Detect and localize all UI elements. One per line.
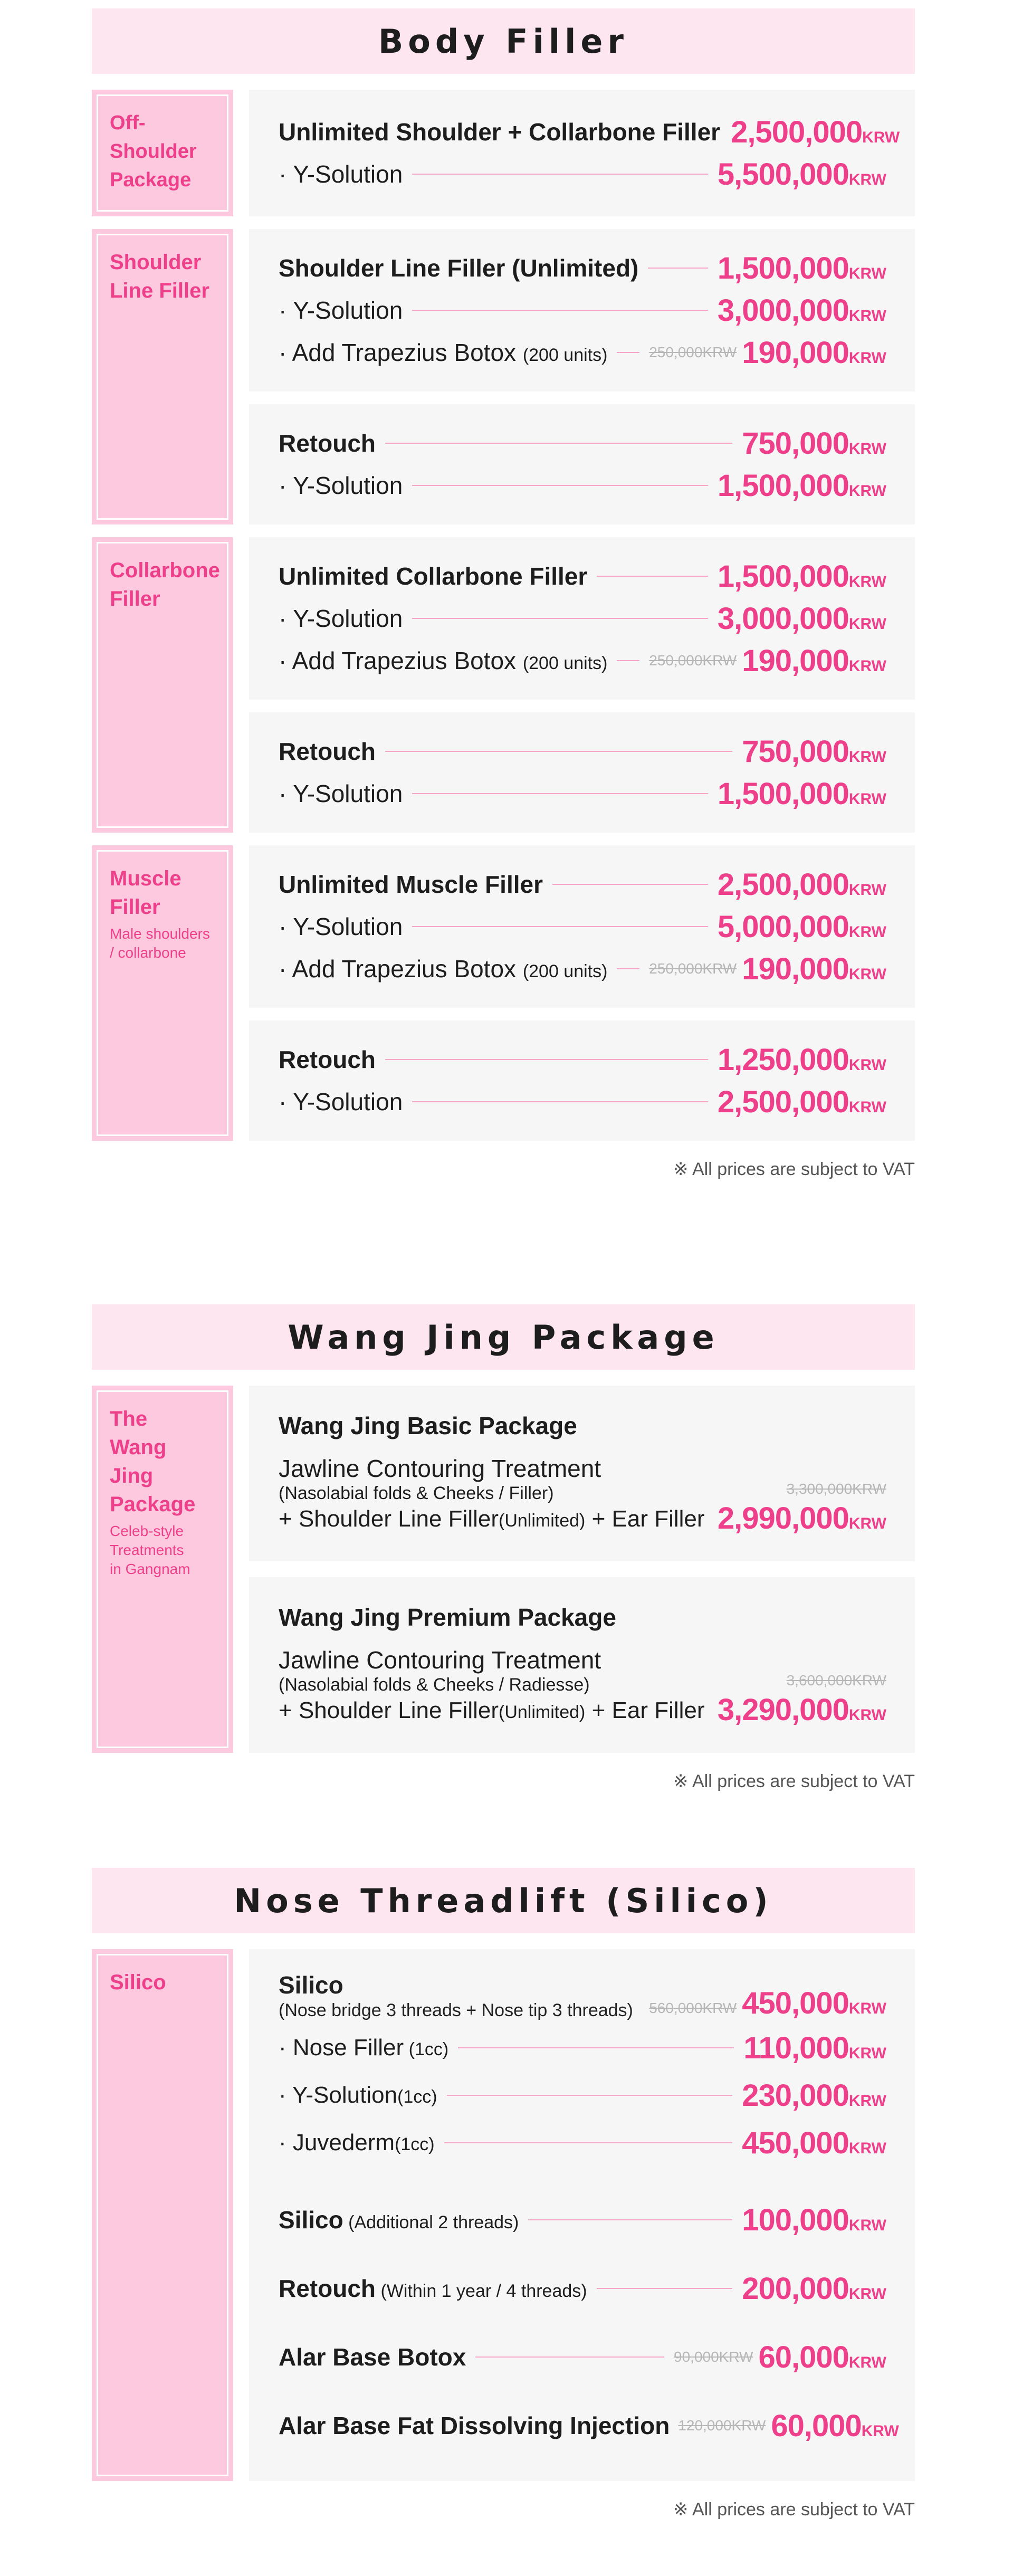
price: 2,500,000KRW [717, 1084, 886, 1119]
group-label-subtitle: Male shoulders / collarbone [110, 926, 210, 961]
price: 5,000,000KRW [717, 909, 886, 944]
price: 2,500,000KRW [731, 115, 900, 149]
item-label: Unlimited Shoulder + Collarbone Filler [279, 118, 721, 146]
group-label-title: Muscle Filler [110, 867, 181, 919]
item-label: · Y-Solution [279, 605, 403, 632]
item-label: · Nose Filler (1cc) [279, 2035, 449, 2060]
group-muscle-filler [92, 845, 915, 1141]
group-label [92, 1386, 233, 1753]
item-label: · Juvederm(1cc) [279, 2130, 435, 2155]
price-row [279, 464, 886, 507]
leader-line [385, 751, 732, 752]
price: 1,500,000KRW [717, 559, 886, 594]
price-card [249, 90, 915, 216]
price-row [279, 422, 886, 464]
item-label: Retouch [279, 430, 376, 457]
price: 190,000KRW [742, 335, 886, 370]
package-card [249, 1577, 915, 1753]
price: 190,000KRW [742, 951, 886, 986]
price-card [249, 1949, 915, 2481]
group-label-subtitle: Celeb-style Treatments in Gangnam [110, 1523, 190, 1577]
price-row [279, 2186, 886, 2254]
group-label [92, 537, 233, 833]
leader-line [412, 174, 708, 175]
original-price: 250,000KRW [649, 960, 737, 977]
original-price: 90,000KRW [674, 2349, 753, 2365]
price-row [279, 555, 886, 597]
group-label-title: The Wang Jing Package [110, 1407, 196, 1516]
group-label [92, 90, 233, 216]
price-row [279, 2391, 899, 2460]
leader-line [412, 793, 708, 794]
price: 60,000KRW [758, 2340, 886, 2374]
group-collarbone-filler [92, 537, 915, 833]
item-label: Silico (Additional 2 threads) [279, 2206, 519, 2234]
item-label: · Y-Solution [279, 297, 403, 324]
original-price: 250,000KRW [649, 652, 737, 669]
original-price: 120,000KRW [678, 2417, 766, 2434]
original-price: 3,300,000KRW [786, 1481, 886, 1497]
price: 3,000,000KRW [717, 293, 886, 328]
group-label-title: Off-Shoulder Package [110, 112, 197, 191]
group-label-title: Silico [110, 1971, 166, 1994]
original-price: 250,000KRW [649, 344, 737, 360]
price: 110,000KRW [743, 2030, 886, 2065]
leader-line [617, 968, 639, 969]
item-label: Silico [279, 1971, 343, 1999]
vat-note: ※ All prices are subject to VAT [673, 2499, 915, 2520]
package-line: + Shoulder Line Filler(Unlimited) + Ear Filler [279, 1506, 705, 1532]
section-wang-jing-package [92, 1304, 915, 1792]
price: 1,500,000KRW [717, 251, 886, 285]
price-card [249, 1020, 915, 1141]
price-card [249, 712, 915, 833]
item-label: · Add Trapezius Botox (200 units) [279, 955, 608, 982]
price-row [279, 640, 886, 682]
leader-line [552, 884, 708, 885]
package-line: Jawline Contouring Treatment [279, 1455, 601, 1482]
section-body-filler [92, 8, 915, 1180]
price-card [249, 845, 915, 1008]
price-row [279, 2024, 886, 2072]
package-title: Wang Jing Basic Package [279, 1412, 577, 1439]
leader-line [648, 268, 708, 269]
price-row [279, 2254, 886, 2323]
item-detail: (Nose bridge 3 threads + Nose tip 3 threads) [279, 2000, 633, 2020]
price-row [279, 2072, 886, 2119]
leader-line [597, 576, 708, 577]
package-title: Wang Jing Premium Package [279, 1604, 616, 1631]
original-price: 560,000KRW [649, 2000, 737, 2016]
leader-line [597, 2288, 733, 2289]
price-row [279, 111, 900, 153]
silico-header-row [279, 1970, 886, 2021]
item-label: · Y-Solution(1cc) [279, 2082, 437, 2108]
leader-line [412, 310, 708, 311]
leader-line [385, 443, 732, 444]
package-detail: (Nasolabial folds & Cheeks / Filler) [279, 1483, 554, 1503]
price-row [279, 1038, 886, 1081]
item-label: Shoulder Line Filler (Unlimited) [279, 254, 639, 282]
group-label-title: Collarbone Filler [110, 559, 220, 610]
item-label: · Add Trapezius Botox (200 units) [279, 339, 608, 366]
price-row [279, 730, 886, 772]
group-label [92, 1949, 233, 2481]
price-row [279, 1081, 886, 1123]
group-wang-jing-package [92, 1386, 915, 1753]
leader-line [528, 2219, 732, 2220]
price: 750,000KRW [742, 734, 886, 769]
item-label: · Add Trapezius Botox (200 units) [279, 647, 608, 674]
price-row [279, 905, 886, 948]
price: 60,000KRW [771, 2408, 899, 2443]
leader-line [447, 2095, 733, 2096]
section-nose-threadlift [92, 1868, 915, 2520]
price: 230,000KRW [742, 2078, 886, 2113]
item-label: Unlimited Collarbone Filler [279, 562, 588, 590]
item-label: · Y-Solution [279, 780, 403, 807]
price-card [249, 229, 915, 392]
item-label: Retouch (Within 1 year / 4 threads) [279, 2275, 587, 2302]
leader-line [458, 2047, 734, 2048]
price: 750,000KRW [742, 426, 886, 461]
price: 200,000KRW [742, 2271, 886, 2306]
item-label: · Y-Solution [279, 160, 403, 188]
price: 450,000KRW [742, 1986, 886, 2020]
price-row [279, 863, 886, 905]
group-label-title: Shoulder Line Filler [110, 251, 209, 302]
price: 2,990,000KRW [717, 1501, 886, 1535]
section-title: Wang Jing Package [92, 1304, 915, 1370]
leader-line [475, 2356, 664, 2358]
section-title: Body Filler [92, 8, 915, 74]
price-row [279, 153, 886, 195]
price: 190,000KRW [742, 643, 886, 678]
package-line: Jawline Contouring Treatment [279, 1646, 601, 1674]
section-title: Nose Threadlift (Silico) [92, 1868, 915, 1933]
item-label: · Y-Solution [279, 472, 403, 499]
leader-line [412, 1101, 708, 1102]
package-line: + Shoulder Line Filler(Unlimited) + Ear Filler [279, 1697, 705, 1723]
package-card [249, 1386, 915, 1561]
price: 450,000KRW [742, 2125, 886, 2160]
price: 3,000,000KRW [717, 601, 886, 636]
price-row [279, 597, 886, 640]
group-label [92, 229, 233, 524]
leader-line [617, 660, 639, 661]
leader-line [412, 485, 708, 486]
price: 1,500,000KRW [717, 468, 886, 503]
item-label: Retouch [279, 738, 376, 765]
leader-line [412, 618, 708, 619]
price: 2,500,000KRW [717, 867, 886, 902]
item-label: Retouch [279, 1046, 376, 1073]
price-row [279, 948, 886, 990]
price: 3,290,000KRW [717, 1693, 886, 1727]
price-row [279, 331, 886, 374]
price-card [249, 404, 915, 524]
price-row [279, 2119, 886, 2167]
price-row [279, 772, 886, 815]
price: 1,500,000KRW [717, 776, 886, 811]
leader-line [444, 2142, 733, 2143]
vat-note: ※ All prices are subject to VAT [673, 1771, 915, 1791]
price-row [279, 2323, 886, 2391]
group-off-shoulder-package [92, 90, 915, 216]
package-detail: (Nasolabial folds & Cheeks / Radiesse) [279, 1675, 590, 1695]
group-shoulder-line-filler [92, 229, 915, 524]
price-row [279, 289, 886, 331]
item-label: · Y-Solution [279, 913, 403, 940]
price: 1,250,000KRW [717, 1042, 886, 1077]
item-label: · Y-Solution [279, 1088, 403, 1115]
leader-line [617, 352, 639, 353]
price: 5,500,000KRW [717, 157, 886, 192]
vat-note: ※ All prices are subject to VAT [673, 1159, 915, 1179]
price: 100,000KRW [742, 2202, 886, 2237]
group-silico [92, 1949, 915, 2481]
price-card [249, 537, 915, 700]
original-price: 3,600,000KRW [786, 1672, 886, 1688]
item-label: Unlimited Muscle Filler [279, 871, 543, 898]
leader-line [385, 1059, 708, 1060]
item-label: Alar Base Botox [279, 2343, 466, 2371]
leader-line [412, 926, 708, 927]
group-label [92, 845, 233, 1141]
item-label: Alar Base Fat Dissolving Injection [279, 2412, 670, 2439]
price-row [279, 247, 886, 289]
